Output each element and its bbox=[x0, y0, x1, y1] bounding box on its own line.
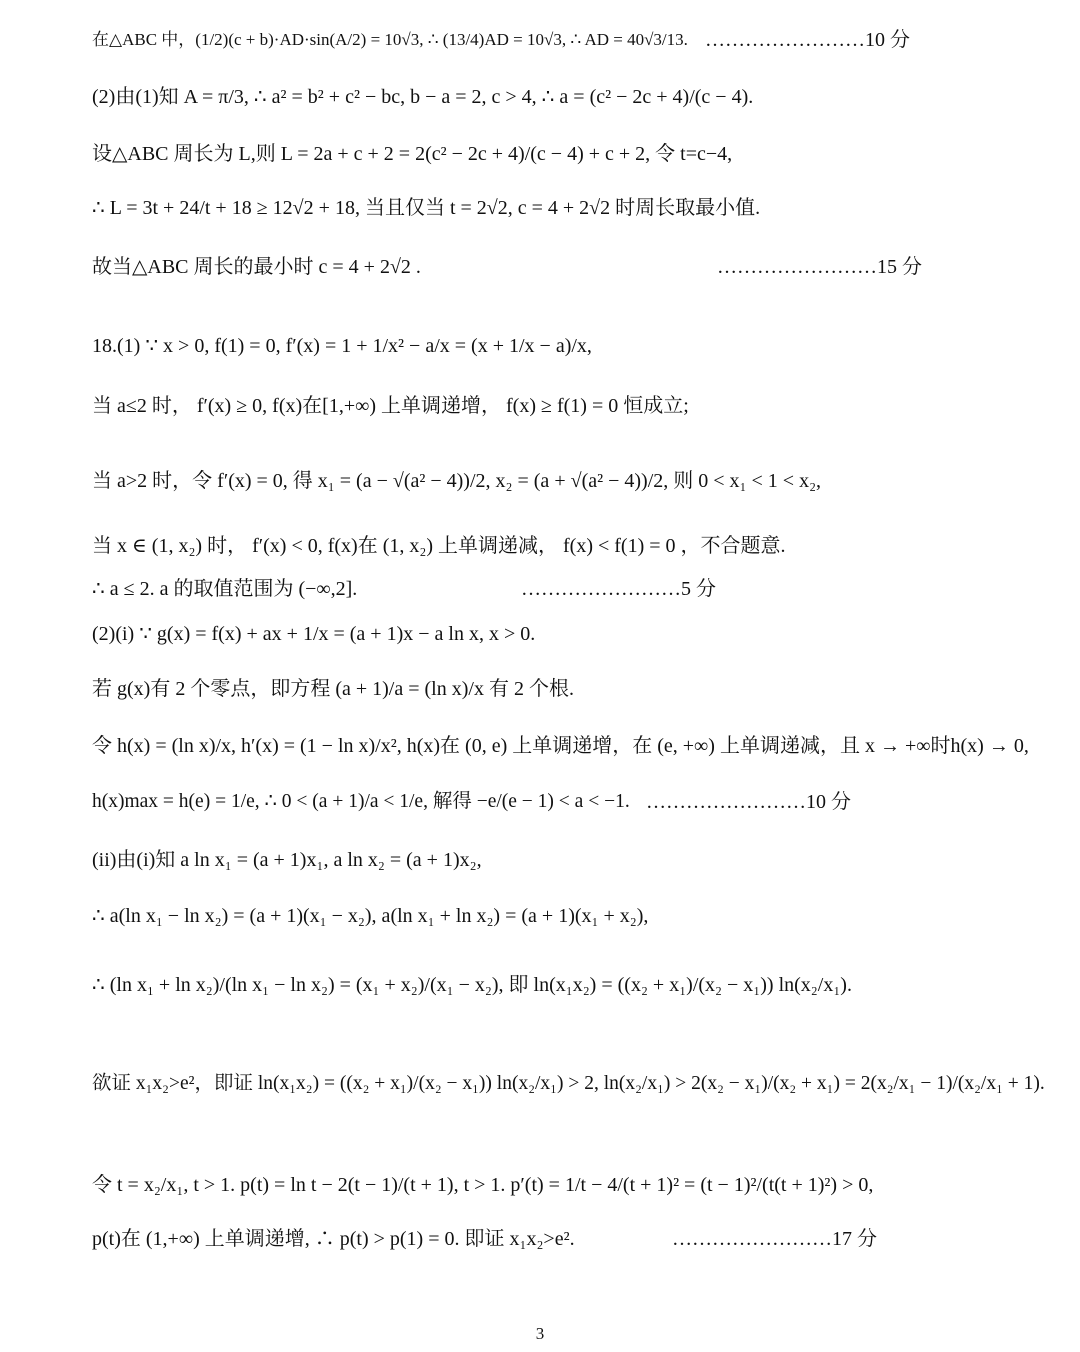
q18-line-8: 令 h(x) = (ln x)/x, h′(x) = (1 − ln x)/x², h(x)在 (0, e) 上单调递增，在 (e, +∞) 上单调递减，且 x → +∞时h(x) → 0, bbox=[92, 735, 1029, 757]
q18-line-6: (2)(i) ∵ g(x) = f(x) + ax + 1/x = (a + 1)x − a ln x, x > 0. bbox=[92, 623, 536, 645]
score-10-part2: ……………………10 分 bbox=[646, 791, 851, 813]
solution-line-3: 设△ABC 周长为 L,则 L = 2a + c + 2 = 2(c² − 2c + 4)/(c − 4) + c + 2, 令 t=c−4, bbox=[92, 143, 733, 165]
q18-line-2: 当 a≤2 时， f′(x) ≥ 0, f(x)在[1,+∞) 上单调递增， f(x) ≥ f(1) = 0 恒成立; bbox=[92, 395, 689, 417]
solution-line-4: ∴ L = 3t + 24/t + 18 ≥ 12√2 + 18, 当且仅当 t = 2√2, c = 4 + 2√2 时周长取最小值. bbox=[92, 197, 761, 219]
q18-line-9: h(x)max = h(e) = 1/e, ∴ 0 < (a + 1)/a < 1/e, 解得 −e/(e − 1) < a < −1. bbox=[92, 791, 630, 812]
q18-line-1: 18.(1) ∵ x > 0, f(1) = 0, f′(x) = 1 + 1/x² − a/x = (x + 1/x − a)/x, bbox=[92, 335, 592, 357]
q18-line-14: 令 t = x₂/x₁, t > 1. p(t) = ln t − 2(t − 1)/(t + 1), t > 1. p′(t) = 1/t − 4/(t + 1)² = (t − 1)²/(t(t + 1)²) > 0, bbox=[92, 1174, 874, 1196]
score-10-part1: ……………………10 分 bbox=[705, 29, 910, 51]
score-5: ……………………5 分 bbox=[521, 578, 716, 600]
q18-line-11: ∴ a(ln x₁ − ln x₂) = (a + 1)(x₁ − x₂), a(ln x₁ + ln x₂) = (a + 1)(x₁ + x₂), bbox=[92, 905, 649, 927]
solution-line-1: 在△ABC 中，(1/2)(c + b)·AD·sin(A/2) = 10√3, ∴ (13/4)AD = 10√3, ∴ AD = 40√3/13. bbox=[92, 30, 688, 49]
page-number: 3 bbox=[535, 1324, 545, 1343]
q18-line-10: (ii)由(i)知 a ln x₁ = (a + 1)x₁, a ln x₂ = (a + 1)x₂, bbox=[92, 849, 482, 871]
score-17: ……………………17 分 bbox=[672, 1228, 877, 1250]
score-15: ……………………15 分 bbox=[717, 256, 922, 278]
solution-line-5: 故当△ABC 周长的最小时 c = 4 + 2√2 . bbox=[92, 256, 421, 278]
q18-line-7: 若 g(x)有 2 个零点，即方程 (a + 1)/a = (ln x)/x 有 2 个根. bbox=[92, 678, 574, 700]
solution-line-2: (2)由(1)知 A = π/3, ∴ a² = b² + c² − bc, b − a = 2, c > 4, ∴ a = (c² − 2c + 4)/(c − 4). bbox=[92, 86, 754, 108]
q18-line-4: 当 x ∈ (1, x₂) 时， f′(x) < 0, f(x)在 (1, x₂) 上单调递减， f(x) < f(1) = 0 ，不合题意. bbox=[92, 535, 786, 557]
q18-line-12: ∴ (ln x₁ + ln x₂)/(ln x₁ − ln x₂) = (x₁ + x₂)/(x₁ − x₂), 即 ln(x₁x₂) = ((x₂ + x₁)/(x₂ − x₁)) ln(x₂/x₁). bbox=[92, 974, 852, 996]
q18-line-13: 欲证 x₁x₂>e²，即证 ln(x₁x₂) = ((x₂ + x₁)/(x₂ − x₁)) ln(x₂/x₁) > 2, ln(x₂/x₁) > 2(x₂ − x₁)/(x₂ + x₁) = 2(x₂/x₁ − 1)/(x₂/x₁ + 1). bbox=[92, 1073, 1045, 1094]
q18-line-15: p(t)在 (1,+∞) 上单调递增, ∴ p(t) > p(1) = 0. 即证 x₁x₂>e². bbox=[92, 1228, 575, 1250]
q18-line-5: ∴ a ≤ 2. a 的取值范围为 (−∞,2]. bbox=[92, 578, 358, 600]
q18-line-3: 当 a>2 时，令 f′(x) = 0, 得 x₁ = (a − √(a² − 4))/2, x₂ = (a + √(a² − 4))/2, 则 0 < x₁ < 1 < x₂, bbox=[92, 470, 822, 492]
